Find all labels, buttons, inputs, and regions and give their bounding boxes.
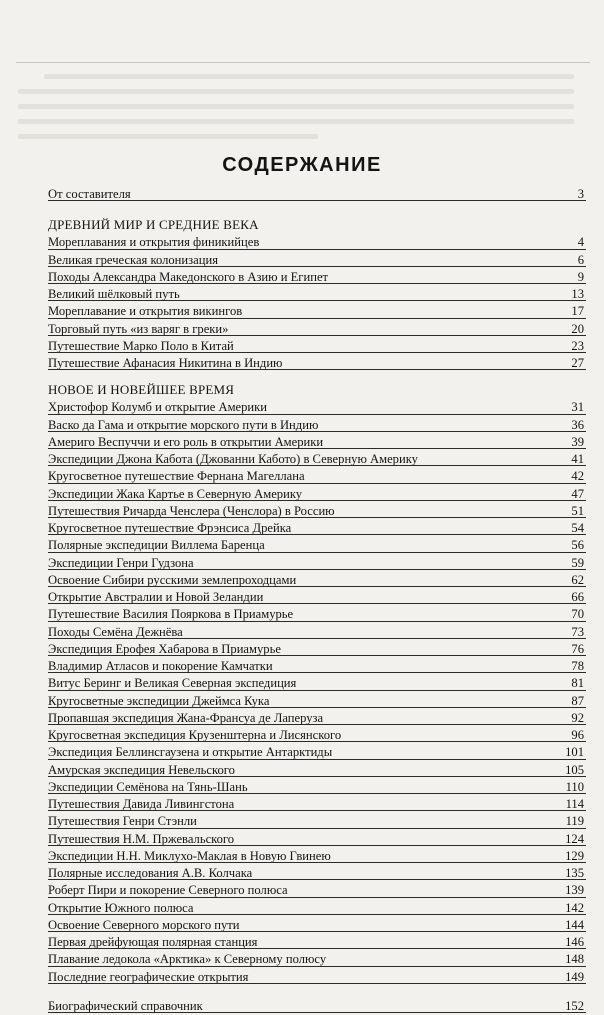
toc-entry-page: 42 bbox=[571, 469, 584, 484]
toc-entry-page: 66 bbox=[571, 590, 584, 604]
table-of-contents bbox=[48, 186, 586, 1015]
section-heading-ancient: ДРЕВНИЙ МИР И СРЕДНИЕ ВЕКА bbox=[48, 217, 259, 233]
toc-entry[interactable] bbox=[48, 831, 586, 848]
toc-entry-label: Открытие Южного полюса bbox=[48, 900, 194, 915]
toc-entry-page: 41 bbox=[571, 452, 584, 466]
toc-entry[interactable] bbox=[48, 624, 586, 641]
toc-entry-page: 129 bbox=[565, 848, 584, 863]
toc-entry-label: Путешествие Афанасия Никитина в Индию bbox=[48, 356, 283, 370]
toc-entry-page: 47 bbox=[571, 486, 584, 501]
toc-entry-page: 54 bbox=[571, 521, 584, 535]
toc-entry[interactable] bbox=[48, 486, 586, 503]
toc-entry-page: 149 bbox=[565, 969, 584, 984]
toc-entry[interactable] bbox=[48, 675, 586, 692]
toc-entry-label: Пропавшая экспедиция Жана-Франсуа де Лаперуза bbox=[48, 710, 324, 725]
toc-entry-page: 70 bbox=[571, 607, 584, 622]
toc-entry-label: Путешествие Марко Поло в Китай bbox=[48, 338, 234, 353]
toc-entry[interactable] bbox=[48, 969, 586, 986]
toc-entry-page: 62 bbox=[571, 572, 584, 587]
toc-entry-page: 148 bbox=[565, 952, 584, 967]
toc-entry-page: 56 bbox=[571, 538, 584, 553]
toc-entry-page: 110 bbox=[565, 779, 584, 794]
toc-entry[interactable] bbox=[48, 252, 586, 269]
toc-entry-page: 51 bbox=[571, 503, 584, 518]
toc-entry-label: Великий шёлковый путь bbox=[48, 287, 180, 301]
toc-entry[interactable] bbox=[48, 641, 586, 658]
toc-entry-label: Христофор Колумб и открытие Америки bbox=[48, 400, 268, 415]
toc-entry-page: 114 bbox=[565, 797, 584, 811]
toc-entry-label: Владимир Атласов и покорение Камчатки bbox=[48, 659, 273, 673]
toc-entry[interactable] bbox=[48, 882, 586, 899]
toc-entry[interactable] bbox=[48, 451, 586, 468]
toc-entry-appendix[interactable] bbox=[48, 998, 586, 1015]
toc-entry-label: Амурская экспедиция Невельского bbox=[48, 762, 235, 777]
toc-entry-label: Открытие Австралии и Новой Зеландии bbox=[48, 590, 264, 604]
toc-entry-label: Кругосветная экспедиция Крузенштерна и Лисянского bbox=[48, 728, 342, 742]
toc-entry-intro[interactable] bbox=[48, 186, 586, 203]
toc-entry-label: Кругосветное путешествие Фернана Магеллана bbox=[48, 469, 305, 484]
toc-entry-label: Витус Беринг и Великая Северная экспедиция bbox=[48, 676, 297, 691]
toc-entry[interactable] bbox=[48, 303, 586, 320]
toc-entry-label: Великая греческая колонизация bbox=[48, 252, 219, 267]
toc-entry[interactable] bbox=[48, 234, 586, 251]
toc-entry-page: 17 bbox=[571, 304, 584, 319]
toc-entry-label: Биографический справочник bbox=[48, 998, 203, 1013]
toc-entry-page: 39 bbox=[571, 434, 584, 449]
toc-entry[interactable] bbox=[48, 537, 586, 554]
toc-entry[interactable] bbox=[48, 468, 586, 485]
toc-entry[interactable] bbox=[48, 917, 586, 934]
toc-entry-page: 59 bbox=[571, 555, 584, 570]
toc-entry[interactable] bbox=[48, 606, 586, 623]
toc-entry-label: Торговый путь «из варяг в греки» bbox=[48, 321, 229, 336]
toc-entry-label: Путешествия Генри Стэнли bbox=[48, 814, 197, 829]
toc-entry-label: Походы Александра Македонского в Азию и Египет bbox=[48, 269, 329, 284]
toc-entry-page: 20 bbox=[571, 321, 584, 336]
toc-entry[interactable] bbox=[48, 355, 586, 372]
toc-entry-label: Первая дрейфующая полярная станция bbox=[48, 935, 258, 949]
toc-entry-page: 87 bbox=[571, 693, 584, 708]
toc-entry-label: Роберт Пири и покорение Северного полюса bbox=[48, 883, 288, 898]
toc-entry-page: 92 bbox=[571, 710, 584, 725]
toc-entry-label: Последние географические открытия bbox=[48, 969, 249, 984]
toc-entry-page: 13 bbox=[571, 287, 584, 301]
toc-entry-label: Экспедиции Н.Н. Миклухо-Маклая в Новую Гвинею bbox=[48, 848, 331, 863]
toc-entry-label: Кругосветное путешествие Фрэнсиса Дрейка bbox=[48, 521, 292, 535]
toc-entry-page: 152 bbox=[565, 998, 584, 1013]
toc-entry[interactable] bbox=[48, 796, 586, 813]
toc-entry[interactable] bbox=[48, 572, 586, 589]
toc-entry-label: Путешествие Василия Пояркова в Приамурье bbox=[48, 607, 294, 622]
toc-entry-label: Плавание ледокола «Арктика» к Северному полюсу bbox=[48, 952, 327, 967]
toc-entry-page: 4 bbox=[577, 235, 584, 250]
toc-entry-label: Экспедиция Беллинсгаузена и открытие Антарктиды bbox=[48, 745, 333, 760]
toc-entry[interactable] bbox=[48, 321, 586, 338]
toc-entry-page: 146 bbox=[565, 935, 584, 949]
section-modern-items bbox=[48, 399, 586, 986]
page-title: СОДЕРЖАНИЕ bbox=[222, 154, 382, 176]
toc-entry-label: Америго Веспуччи и его роль в открытии Америки bbox=[48, 434, 324, 449]
ghost-running-header bbox=[16, 42, 590, 63]
toc-entry-page: 27 bbox=[571, 356, 584, 370]
toc-entry[interactable] bbox=[48, 503, 586, 520]
toc-entry[interactable] bbox=[48, 762, 586, 779]
toc-entry-page: 3 bbox=[577, 187, 584, 201]
toc-entry-page: 78 bbox=[571, 659, 584, 673]
toc-entry-label: Полярные исследования А.В. Колчака bbox=[48, 866, 253, 880]
toc-entry-label: Васко да Гама и открытие морского пути в Индию bbox=[48, 417, 319, 432]
toc-entry-label: Путешествия Н.М. Пржевальского bbox=[48, 831, 235, 846]
section-ancient-items bbox=[48, 234, 586, 372]
toc-entry[interactable] bbox=[48, 951, 586, 968]
toc-entry-page: 76 bbox=[571, 641, 584, 656]
toc-entry-label: Экспедиции Семёнова на Тянь-Шань bbox=[48, 779, 248, 794]
toc-entry[interactable] bbox=[48, 658, 586, 675]
toc-entry-page: 9 bbox=[577, 269, 584, 284]
toc-entry-page: 119 bbox=[565, 814, 584, 829]
toc-entry-label: Мореплавания и открытия финикийцев bbox=[48, 235, 260, 250]
toc-entry[interactable] bbox=[48, 399, 586, 416]
toc-entry-page: 101 bbox=[565, 745, 584, 760]
toc-entry-label: Экспедиция Ерофея Хабарова в Приамурье bbox=[48, 641, 281, 656]
toc-entry[interactable] bbox=[48, 417, 586, 434]
toc-entry-label: Путешествия Ричарда Ченслера (Ченслора) в Россию bbox=[48, 503, 335, 518]
toc-entry-page: 144 bbox=[565, 917, 584, 932]
toc-entry-page: 142 bbox=[565, 900, 584, 915]
toc-entry[interactable] bbox=[48, 269, 586, 286]
toc-entry-page: 139 bbox=[565, 883, 584, 898]
toc-entry[interactable] bbox=[48, 848, 586, 865]
toc-entry-page: 81 bbox=[571, 676, 584, 691]
toc-entry[interactable] bbox=[48, 900, 586, 917]
toc-entry[interactable] bbox=[48, 727, 586, 744]
toc-entry-label: Кругосветные экспедиции Джеймса Кука bbox=[48, 693, 270, 708]
toc-entry[interactable] bbox=[48, 555, 586, 572]
toc-entry-label: Освоение Сибири русскими землепроходцами bbox=[48, 572, 297, 587]
toc-entry[interactable] bbox=[48, 693, 586, 710]
toc-entry[interactable] bbox=[48, 865, 586, 882]
toc-entry-page: 73 bbox=[571, 624, 584, 639]
toc-entry-page: 6 bbox=[577, 252, 584, 267]
toc-entry-label: Экспедиции Джона Кабота (Джованни Кабото) в Северную Америку bbox=[48, 452, 418, 466]
toc-entry[interactable] bbox=[48, 813, 586, 830]
toc-entry-label: Мореплавание и открытия викингов bbox=[48, 304, 243, 319]
toc-entry[interactable] bbox=[48, 286, 586, 303]
toc-entry-label: Путешествия Давида Ливингстона bbox=[48, 797, 235, 811]
toc-entry-label: Полярные экспедиции Виллема Баренца bbox=[48, 538, 265, 553]
toc-entry-page: 124 bbox=[565, 831, 584, 846]
toc-entry-page: 36 bbox=[571, 417, 584, 432]
toc-entry-label: Экспедиции Генри Гудзона bbox=[48, 555, 194, 570]
toc-entry-page: 105 bbox=[565, 762, 584, 777]
toc-entry[interactable] bbox=[48, 779, 586, 796]
toc-entry[interactable] bbox=[48, 520, 586, 537]
toc-entry-label: Экспедиции Жака Картье в Северную Америку bbox=[48, 486, 303, 501]
toc-entry-page: 96 bbox=[571, 728, 584, 742]
toc-entry-label: Освоение Северного морского пути bbox=[48, 917, 240, 932]
toc-entry-page: 135 bbox=[565, 866, 584, 880]
toc-entry[interactable] bbox=[48, 710, 586, 727]
toc-entry[interactable] bbox=[48, 744, 586, 761]
toc-entry-label: Походы Семёна Дежнёва bbox=[48, 624, 183, 639]
toc-entry[interactable] bbox=[48, 338, 586, 355]
toc-entry[interactable] bbox=[48, 434, 586, 451]
toc-entry-page: 31 bbox=[571, 400, 584, 415]
toc-entry-label: От составителя bbox=[48, 187, 131, 201]
toc-entry[interactable] bbox=[48, 589, 586, 606]
section-heading-modern: НОВОЕ И НОВЕЙШЕЕ ВРЕМЯ bbox=[48, 382, 235, 398]
toc-entry[interactable] bbox=[48, 934, 586, 951]
toc-entry-page: 23 bbox=[571, 338, 584, 353]
